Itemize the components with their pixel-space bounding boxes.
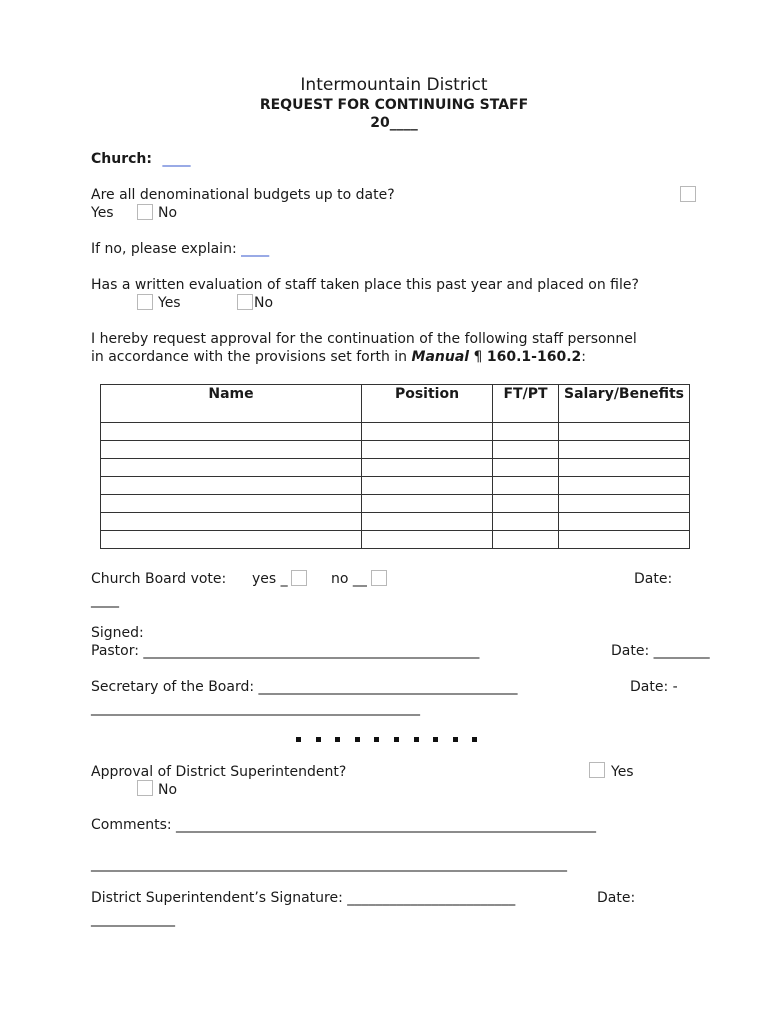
ds-date-line[interactable]: ____________	[91, 911, 175, 927]
secretary-signature-line[interactable]: Secretary of the Board: _____________________________________	[91, 679, 518, 695]
form-year: 20____	[370, 115, 418, 131]
secretary-date-label: Date: -	[630, 679, 678, 695]
cell-position[interactable]	[362, 531, 493, 549]
cell-salary[interactable]	[559, 423, 690, 441]
board-vote-date-label: Date:	[634, 571, 673, 587]
cell-name[interactable]	[101, 513, 362, 531]
cell-ftpt[interactable]	[493, 441, 559, 459]
approval-question: Approval of District Superintendent?	[91, 764, 347, 780]
header-name: Name	[101, 385, 362, 423]
cell-name[interactable]	[101, 531, 362, 549]
request-prefix: in accordance with the provisions set forth in	[91, 349, 412, 365]
pastor-date-line[interactable]: Date: ________	[611, 643, 710, 659]
comments-line-2[interactable]: ____________________________________________________________________	[91, 856, 567, 872]
board-vote-yes-label: yes _	[252, 571, 288, 587]
cell-name[interactable]	[101, 495, 362, 513]
form-title: REQUEST FOR CONTINUING STAFF	[259, 97, 529, 113]
cell-salary[interactable]	[559, 495, 690, 513]
comments-line[interactable]: Comments: ____________________________________________________________	[91, 817, 597, 833]
cell-position[interactable]	[362, 441, 493, 459]
cell-ftpt[interactable]	[493, 459, 559, 477]
district-title: Intermountain District	[300, 75, 488, 95]
cell-name[interactable]	[101, 423, 362, 441]
table-row	[101, 531, 690, 549]
cell-name[interactable]	[101, 477, 362, 495]
cell-salary[interactable]	[559, 513, 690, 531]
cell-ftpt[interactable]	[493, 477, 559, 495]
evaluation-no-checkbox[interactable]	[237, 294, 253, 310]
cell-salary[interactable]	[559, 531, 690, 549]
table-row	[101, 513, 690, 531]
request-suffix: :	[581, 349, 586, 365]
church-field[interactable]: ____	[162, 151, 191, 167]
table-row	[101, 495, 690, 513]
budgets-no-checkbox[interactable]	[137, 204, 153, 220]
table-row	[101, 477, 690, 495]
explain-label: If no, please explain:	[91, 241, 237, 257]
header-position: Position	[362, 385, 493, 423]
paragraph-sign: ¶	[469, 349, 487, 365]
budgets-yes-checkbox[interactable]	[680, 186, 696, 202]
budgets-no-label: No	[158, 205, 178, 221]
cell-name[interactable]	[101, 459, 362, 477]
approval-no-checkbox[interactable]	[137, 780, 153, 796]
church-row	[91, 150, 190, 168]
church-label: Church:	[91, 151, 152, 167]
approval-no-label: No	[158, 782, 178, 798]
board-vote-no-checkbox[interactable]	[371, 570, 387, 586]
evaluation-no-label: No	[254, 295, 274, 311]
cell-salary[interactable]	[559, 477, 690, 495]
cell-salary[interactable]	[559, 441, 690, 459]
evaluation-question: Has a written evaluation of staff taken place this past year and placed on file?	[91, 277, 639, 293]
header-salary: Salary/Benefits	[559, 385, 690, 423]
cell-position[interactable]	[362, 477, 493, 495]
cell-position[interactable]	[362, 513, 493, 531]
manual-ref: Manual	[411, 349, 470, 365]
explain-row	[91, 240, 269, 258]
signed-label: Signed:	[91, 625, 144, 641]
evaluation-yes-checkbox[interactable]	[137, 294, 153, 310]
explain-field[interactable]: ____	[241, 241, 270, 257]
board-vote-date-field[interactable]: ____	[91, 592, 119, 608]
cell-position[interactable]	[362, 423, 493, 441]
staff-table	[100, 384, 690, 549]
cell-ftpt[interactable]	[493, 423, 559, 441]
table-header-row	[101, 385, 690, 423]
cell-position[interactable]	[362, 495, 493, 513]
cell-ftpt[interactable]	[493, 495, 559, 513]
table-row	[101, 459, 690, 477]
request-line2	[91, 348, 586, 366]
cell-ftpt[interactable]	[493, 513, 559, 531]
budgets-yes-label: Yes	[91, 205, 114, 221]
cell-ftpt[interactable]	[493, 531, 559, 549]
pastor-signature-line[interactable]: Pastor: ________________________________________________	[91, 643, 480, 659]
table-row	[101, 423, 690, 441]
ds-date-label: Date:	[597, 890, 636, 906]
evaluation-yes-label: Yes	[158, 295, 181, 311]
cell-salary[interactable]	[559, 459, 690, 477]
section-separator	[296, 730, 492, 746]
manual-section: 160.1-160.2	[486, 349, 582, 365]
board-vote-no-label: no __	[331, 571, 367, 587]
ds-signature-line[interactable]: District Superintendent’s Signature: ________________________	[91, 890, 516, 906]
request-line1: I hereby request approval for the continuation of the following staff personnel	[91, 331, 637, 347]
approval-yes-checkbox[interactable]	[589, 762, 605, 778]
secretary-date-line[interactable]: _______________________________________________	[91, 700, 420, 716]
cell-position[interactable]	[362, 459, 493, 477]
header-ftpt: FT/PT	[493, 385, 559, 423]
board-vote-label: Church Board vote:	[91, 571, 227, 587]
table-row	[101, 441, 690, 459]
cell-name[interactable]	[101, 441, 362, 459]
board-vote-yes-checkbox[interactable]	[291, 570, 307, 586]
approval-yes-label: Yes	[611, 764, 634, 780]
budgets-question: Are all denominational budgets up to date?	[91, 187, 395, 203]
